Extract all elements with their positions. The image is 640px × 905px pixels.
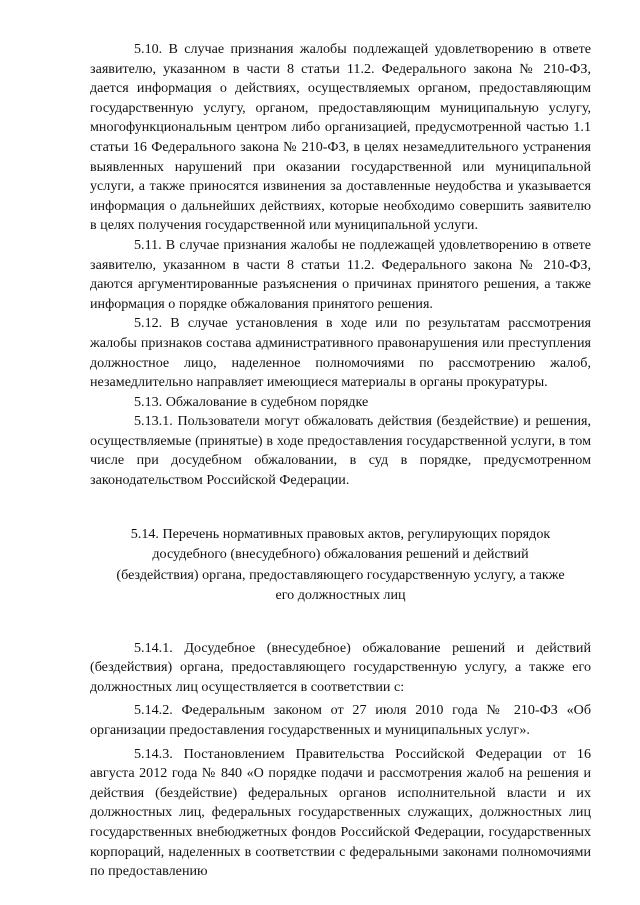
paragraph-5-14-1: 5.14.1. Досудебное (внесудебное) обжалование решений и действий (бездействия) органа, предоставляющего государственную услугу, а также его должностных лиц осуществляется в соответствии с: [90, 639, 591, 695]
paragraph-5-11: 5.11. В случае признания жалобы не подлежащей удовлетворению в ответе заявителю, указанном в части 8 статьи 11.2. Федерального закона № 210-ФЗ, даются аргументированные разъяснения о причинах принятого решения, а также информация о порядке обжалования принятого решения. [90, 236, 591, 312]
paragraph-5-13: 5.13. Обжалование в судебном порядке [134, 393, 369, 410]
heading-line: 5.14. Перечень нормативных правовых актов, регулирующих порядок [130, 525, 551, 542]
paragraph-5-10: 5.10. В случае признания жалобы подлежащей удовлетворению в ответе заявителю, указанном в части 8 статьи 11.2. Федерального закона № 210-ФЗ, дается информация о действиях, осуществляемых органом, предоставляющим государственную услугу, органом, предоставляющим муниципальную услугу, многофункциональным центром либо организацией, предусмотренной частью 1.1 статьи 16 Федерального закона № 210-ФЗ, в целях незамедлительного устранения выявленных нарушений при оказании государственной или муниципальной услуги, а также приносятся извинения за доставленные неудобства и указывается информация о дальнейших действиях, которые необходимо совершить заявителю в целях получения государственной или муниципальной услуги. [90, 41, 591, 234]
paragraph-5-13-1: 5.13.1. Пользователи могут обжаловать действия (бездействие) и решения, осуществляемые (принятые) в ходе предоставления государственной услуги, в том числе при досудебном обжаловании, в суд в порядке, предусмотренном законодательством Российской Федерации. [90, 413, 591, 489]
heading-line: его должностных лиц [275, 587, 406, 604]
heading-line: досудебного (внесудебного) обжалования решений и действий [152, 546, 529, 563]
paragraph-5-12: 5.12. В случае установления в ходе или по результатам рассмотрения жалобы признаков состава административного правонарушения или преступления должностное лицо, наделенное полномочиями по рассмотрению жалоб, незамедлительно направляет имеющиеся материалы в органы прокуратуры. [90, 315, 591, 391]
paragraph-5-14-3: 5.14.3. Постановлением Правительства Российской Федерации от 16 августа 2012 года № 840 «О порядке подачи и рассмотрения жалоб на решения и действия (бездействие) федеральных органов исполнительной власти и их должностных лиц, федеральных государственных служащих, должностных лиц государственных внебюджетных фондов Российской Федерации, государственных корпораций, наделенных в соответствии с федеральными законами полномочиями по предоставлению [90, 745, 591, 880]
heading-line: (бездействия) органа, предоставляющего государственную услугу, а также [116, 566, 565, 583]
section-heading-5-14 [90, 524, 591, 606]
paragraph-5-14-2: 5.14.2. Федеральным законом от 27 июля 2010 года № 210-ФЗ «Об организации предоставления государственных и муниципальных услуг». [90, 702, 591, 739]
